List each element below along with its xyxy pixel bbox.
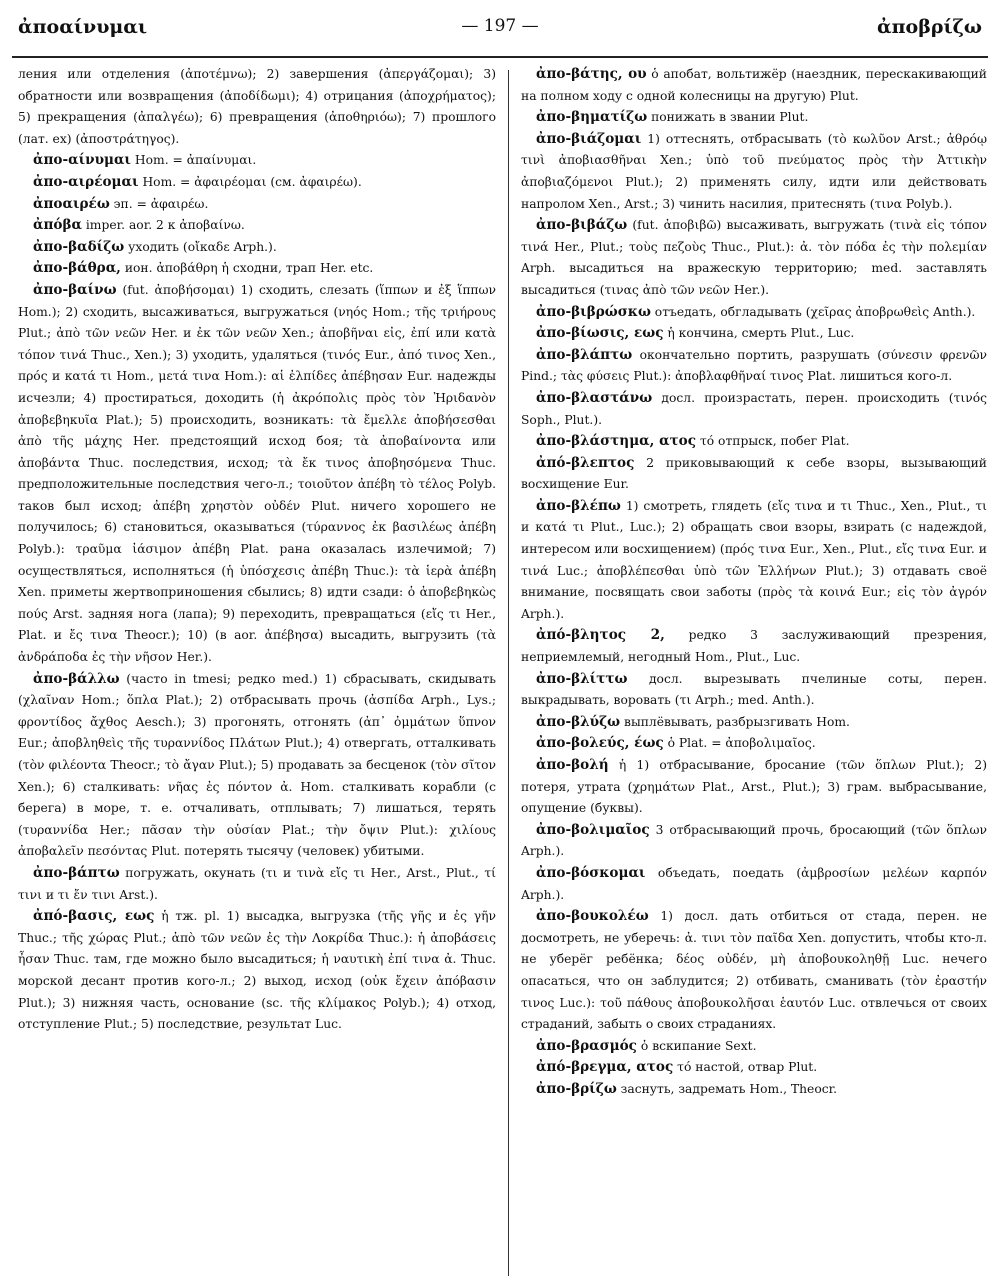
dictionary-entry: [521, 625, 987, 668]
left-column: [18, 64, 496, 1274]
header-last-word: ἀποβρίζω: [877, 16, 982, 38]
entry-headword: ἀπο-βάθρα,: [33, 260, 121, 277]
entry-definition: ления или отделения (ἀποτέμνω); 2) завершения (ἀπεργάζομαι); 3) обратности или возвращения (ἀποδίδωμι); 4) отрицания (ἀποχρήματος); 5) прекращения (ἀπαλγέω); 6) превращения (ἀποθηριόω); 7) прошлого (лат. ex) (ἀποστράτηγος).: [18, 67, 496, 146]
dictionary-entry: [18, 669, 496, 863]
dictionary-entry: [521, 712, 987, 734]
right-column: [521, 64, 987, 1274]
dictionary-entry: [521, 388, 987, 431]
column-divider: [508, 70, 509, 1276]
entry-headword: ἀπο-βλίττω: [536, 670, 628, 687]
dictionary-entry: [18, 863, 496, 906]
entry-headword: ἀπο-βλαστάνω: [536, 389, 653, 406]
entry-definition: ἡ тж. pl. 1) высадка, выгрузка (τῆς γῆς и ἐς γῆν Thuc.; τῆς χώρας Plut.; ἀπὸ τῶν νεῶν ἐς τὴν Λοκρίδα Thuc.): ἡ ἀποβάσεις ἦσαν Thuc. там, где можно было высадиться; ἡ ναυτικὴ ἐπί τινα ἀ. Thuc. морской десант против кого-л.; 2) выход, исход (οὐκ ἔχειν ἀπόβασιν Plut.); 3) нижняя часть, основание (sc. τῆς κλίμακος Polyb.); 4) отход, отступление Plut.; 5) последствие, результат Luc.: [18, 909, 496, 1032]
entry-definition: ὁ вскипание Sext.: [636, 1038, 757, 1053]
entry-headword: ἀπό-βλητος 2,: [536, 627, 665, 644]
entry-definition: ион. ἀποβάθρη ἡ сходни, трап Her. etc.: [120, 261, 374, 276]
dictionary-entry: [18, 258, 496, 280]
dictionary-entry: [521, 453, 987, 496]
entry-headword: ἀπο-βολεύς, έως: [536, 735, 664, 752]
dictionary-entry: [521, 1057, 987, 1079]
page-header: [10, 12, 990, 42]
entry-headword: ἀπο-βλάπτω: [536, 346, 633, 363]
entry-definition: ὁ Plat. = ἀποβολιμαῖος.: [663, 736, 816, 751]
dictionary-entry: [521, 1036, 987, 1058]
entry-headword: ἀπο-βρίζω: [536, 1080, 617, 1097]
entry-headword: ἀπο-αιρέομαι: [33, 173, 139, 190]
dictionary-entry: [521, 129, 987, 215]
page-number: — 197 —: [461, 16, 539, 36]
dictionary-entry: [521, 1079, 987, 1101]
entry-definition: ἡ 1) отбрасывание, бросание (τῶν ὅπλων Plut.); 2) потеря, утрата (χρημάτων Plat., Arst., Plut.); 3) грам. выбрасывание, опущение (буквы).: [521, 758, 987, 816]
entry-definition: 1) смотреть, глядеть (εἴς τινα и τι Thuc., Xen., Plut., τι и κατά τι Plut., Luc.); 2) обращать свои взоры, взирать (с надеждой, интересом или восхищением) (πρός τινα Eur., Xen., Plut., εἴς τινα Eur. и τινά Luc.; ἀποβλέπεσθαι ὑπὸ τῶν Ἑλλήνων Plut.); 3) отдавать своё внимание, посвящать свои заботы (πρὸς τὰ κοινά Eur.; εἰς τὸν ἀγρόν Arph.).: [521, 498, 987, 621]
entry-headword: ἀπο-βάλλω: [33, 670, 120, 687]
entry-definition: досл. вырезывать пчелиные соты, перен. выкрадывать, воровать (τι Arph.; med. Anth.).: [521, 671, 987, 708]
dictionary-entry: [18, 64, 496, 150]
dictionary-entry: [18, 150, 496, 172]
entry-definition: 3 отбрасывающий прочь, бросающий (τῶν ὅπλων Arph.).: [521, 822, 987, 859]
entry-definition: уходить (οἴκαδε Arph.).: [124, 239, 277, 254]
entry-headword: ἀποαιρέω: [33, 195, 110, 212]
entry-headword: ἀπο-βλέπω: [536, 497, 621, 514]
dictionary-entry: [18, 194, 496, 216]
dictionary-entry: [521, 669, 987, 712]
entry-headword: ἀπο-βολή: [536, 757, 609, 773]
entry-headword: ἀπο-βαίνω: [33, 281, 117, 298]
entry-definition: заснуть, задремать Hom., Theocr.: [616, 1081, 838, 1096]
entry-definition: отъедать, обгладывать (χεῖρας ἀποβρωθεὶς Anth.).: [650, 304, 976, 319]
dictionary-entry: [18, 215, 496, 237]
entry-definition: редко 3 заслуживающий презрения, неприемлемый, негодный Hom., Plut., Luc.: [521, 628, 987, 665]
entry-headword: ἀπο-βουκολέω: [536, 908, 649, 925]
entry-headword: ἀπο-βιβάζω: [536, 217, 628, 234]
entry-definition: понижать в звании Plut.: [647, 110, 809, 125]
entry-definition: 1) оттеснять, отбрасывать (τὸ κωλῦον Arst.; ἀθρόῳ τινὶ ἀποβιασθῆναι Xen.; ὑπὸ τοῦ πνεύματος πρὸς τὴν Ἀττικὴν ἀποβιαζόμενοι Plut.); 2) применять силу, идти или действовать напролом Xen., Arst.; 3) чинить насилия, притеснять (τινα Polyb.).: [521, 131, 987, 211]
entry-headword: ἀπο-βάτης, ου: [536, 66, 647, 82]
entry-headword: ἀπό-βλεπτος: [536, 454, 635, 471]
entry-headword: ἀπο-βίωσις, εως: [536, 325, 664, 342]
dictionary-entry: [521, 345, 987, 388]
entry-definition: ἡ кончина, смерть Plut., Luc.: [663, 326, 855, 341]
entry-definition: 2 приковывающий к себе взоры, вызывающий восхищение Eur.: [521, 455, 987, 492]
dictionary-entry: [521, 820, 987, 863]
entry-headword: ἀπο-αίνυμαι: [33, 152, 132, 169]
header-first-word: ἀποαίνυμαι: [18, 16, 148, 38]
dictionary-entry: [18, 237, 496, 259]
dictionary-entry: [521, 496, 987, 626]
entry-headword: ἀπο-βόσκομαι: [536, 864, 646, 881]
entry-headword: ἀπο-βιάζομαι: [536, 130, 642, 147]
entry-headword: ἀπο-βλύζω: [536, 713, 621, 730]
entry-headword: ἀπό-βρεγμα, ατος: [536, 1059, 674, 1076]
entry-definition: 1) досл. дать отбиться от стада, перен. не досмотреть, не уберечь: ἀ. τινι τὸν παῖδα Xen. допустить, чтобы кто-л. не уберёг ребёнка; δέος οὐδέν, μὴ ἀποβουκοληθῇ Luc. нечего опасаться, что он заблудится; 2) отбивать, сманивать (τὸν ἐραστήν τινος Luc.): τοῦ πάθους ἀποβουκολῆσαι ἑαυτόν Luc. отвлечься от своих страданий, забыть о своих страданиях.: [521, 909, 987, 1032]
dictionary-entry: [18, 280, 496, 669]
entry-definition: τό отпрыск, побег Plat.: [696, 434, 850, 449]
entry-headword: ἀπο-βάπτω: [33, 864, 120, 881]
dictionary-entry: [521, 431, 987, 453]
entry-definition: окончательно портить, разрушать (σύνεσιν φρενῶν Pind.; τὰς φύσεις Plut.): ἀποβλαφθῆναί τινος Plat. лишиться кого-л.: [521, 347, 987, 384]
dictionary-entry: [521, 302, 987, 324]
entry-definition: досл. произрастать, перен. происходить (τινός Soph., Plut.).: [521, 390, 987, 427]
entry-headword: ἀπο-βλάστημα, ατος: [536, 433, 697, 450]
entry-definition: Hom. = ἀφαιρέομαι (см. ἀφαιρέω).: [138, 174, 362, 189]
dictionary-entry: [18, 906, 496, 1036]
entry-definition: погружать, окунать (τι и τινὰ εἴς τι Her., Arst., Plut., τί τινι и τι ἔν τινι Arst.).: [18, 865, 496, 902]
dictionary-entry: [521, 906, 987, 1036]
entry-definition: выплёвывать, разбрызгивать Hom.: [620, 714, 850, 729]
entry-headword: ἀπο-βρασμός: [536, 1037, 637, 1054]
entry-definition: объедать, поедать (ἀμβροσίων μελέων καρπόν Arph.).: [521, 865, 987, 902]
entry-headword: ἀπο-βαδίζω: [33, 238, 125, 255]
dictionary-entry: [521, 755, 987, 820]
entry-definition: эп. = ἀφαιρέω.: [109, 196, 209, 211]
entry-headword: ἀπόβα: [33, 217, 82, 234]
entry-definition: (fut. ἀποβιβῶ) высаживать, выгружать (τινὰ εἰς τόπον τινά Her., Plut.; τοὺς πεζοὺς Thuc., Plut.): ἀ. τὸν πόδα ἐς τὴν πολεμίαν Arph. высадиться на вражескую территорию; med. заставлять высадиться (τινας ἀπὸ τῶν νεῶν Her.).: [521, 218, 987, 297]
dictionary-entry: [521, 733, 987, 755]
dictionary-entry: [521, 64, 987, 107]
entry-definition: τό настой, отвар Plut.: [673, 1060, 818, 1075]
entry-headword: ἀπο-βηματίζω: [536, 109, 648, 126]
entry-definition: imper. aor. 2 к ἀποβαίνω.: [81, 218, 245, 233]
entry-headword: ἀπο-βολιμαῖος: [536, 821, 650, 838]
dictionary-entry: [521, 215, 987, 301]
entry-definition: Hom. = ἀπαίνυμαι.: [131, 153, 257, 168]
dictionary-entry: [521, 107, 987, 129]
entry-headword: ἀπο-βιβρώσκω: [536, 303, 651, 320]
entry-definition: (часто in tmesi; редко med.) 1) сбрасывать, скидывать (χλαῖναν Hom.; ὅπλα Plat.); 2) отбрасывать прочь (ἀσπίδα Arph., Lys.; φροντίδος ἄχθος Aesch.); 3) прогонять, отгонять (ἀπ᾽ ὀμμάτων ὕπνον Eur.; ἀποβληθεὶς τῆς τυραννίδος Πλάτων Plut.); 4) отвергать, отталкивать (τὸν φιλέοντα Theocr.; τὸ ἄγαν Plut.); 5) продавать за бесценок (τὸν σῖτον Xen.); 6) сталкивать: νῆας ἐς πόντον ἀ. Hom. сталкивать корабли (с берега) в море, т. е. отчаливать, отплывать; 7) лишаться, терять (τυραννίδα Her.; πᾶσαν τὴν οὐσίαν Plat.; τὴν ὄψιν Plut.): χιλίους ἀποβαλεῖν πεσόντας Plut. потерять тысячу (человек) убитыми.: [18, 671, 496, 859]
entry-headword: ἀπό-βασις, εως: [33, 908, 155, 925]
dictionary-entry: [18, 172, 496, 194]
dictionary-entry: [521, 863, 987, 906]
dictionary-entry: [521, 323, 987, 345]
header-rule: [12, 56, 988, 58]
entry-definition: (fut. ἀποβήσομαι) 1) сходить, слезать (ἵππων и ἐξ ἵππων Hom.); 2) сходить, высаживаться, выгружаться (νηός Hom.; τῆς τριήρους Plut.; ἀπὸ τῶν νεῶν Her. и ἐκ τῶν νεῶν Xen.; ἀποβῆναι εἰς, ἐπί или κατὰ τόπον τινά Thuc., Xen.); 3) уходить, удаляться (τινός Eur., ἀπό τινος Xen., πρός и κατά τι Hom., μετά τινα Hom.): αἱ ἐλπίδες ἀπέβησαν Eur. надежды исчезли; 4) простираться, доходить (ἡ ἀκρόπολις πρὸς τὸν Ἠριδανὸν ἀποβεβηκυῖα Plat.); 5) происходить, возникать: τὰ ἔμελλε ἀποβήσεσθαι ἀπὸ τῆς μάχης Her. предстоящий исход боя; τὰ ἀποβαίνοντα или ἀποβάντα Thuc. последствия, исход; τὰ ἔκ τινος ἀποβησόμενα Thuc. предположительные последствия чего-л.; τοιοῦτον ἀπέβη τὸ τέλος Polyb. таков был исход; ἀπέβη χρηστὸν οὐδέν Plut. ничего хорошего не получилось; 6) становиться, оказываться (τύραννος ἐκ βασιλέως ἀπέβη Polyb.): τραῦμα ἰάσιμον ἀπέβη Plat. рана оказалась излечимой; 7) осуществляться, исполняться (ἡ ὑπόσχεσις ἀπέβη Thuc.): τὰ ἱερὰ ἀπέβη Xen. приметы жертвоприношения сбылись; 8) идти сзади: ὁ ἀποβεβηκὼς πούς Arst. задняя нога (лапа); 9) переходить, превращаться (εἴς τι Her., Plat. и ἔς τινα Theocr.); 10) (в aor. ἀπέβησα) высадить, выгрузить (τὰ ἀνδράποδα ἐς τὴν νῆσον Her.).: [18, 282, 496, 665]
entry-definition: ὁ апобат, вольтижёр (наездник, перескакивающий на полном ходу с одной колесницы на другую) Plut.: [521, 67, 987, 103]
